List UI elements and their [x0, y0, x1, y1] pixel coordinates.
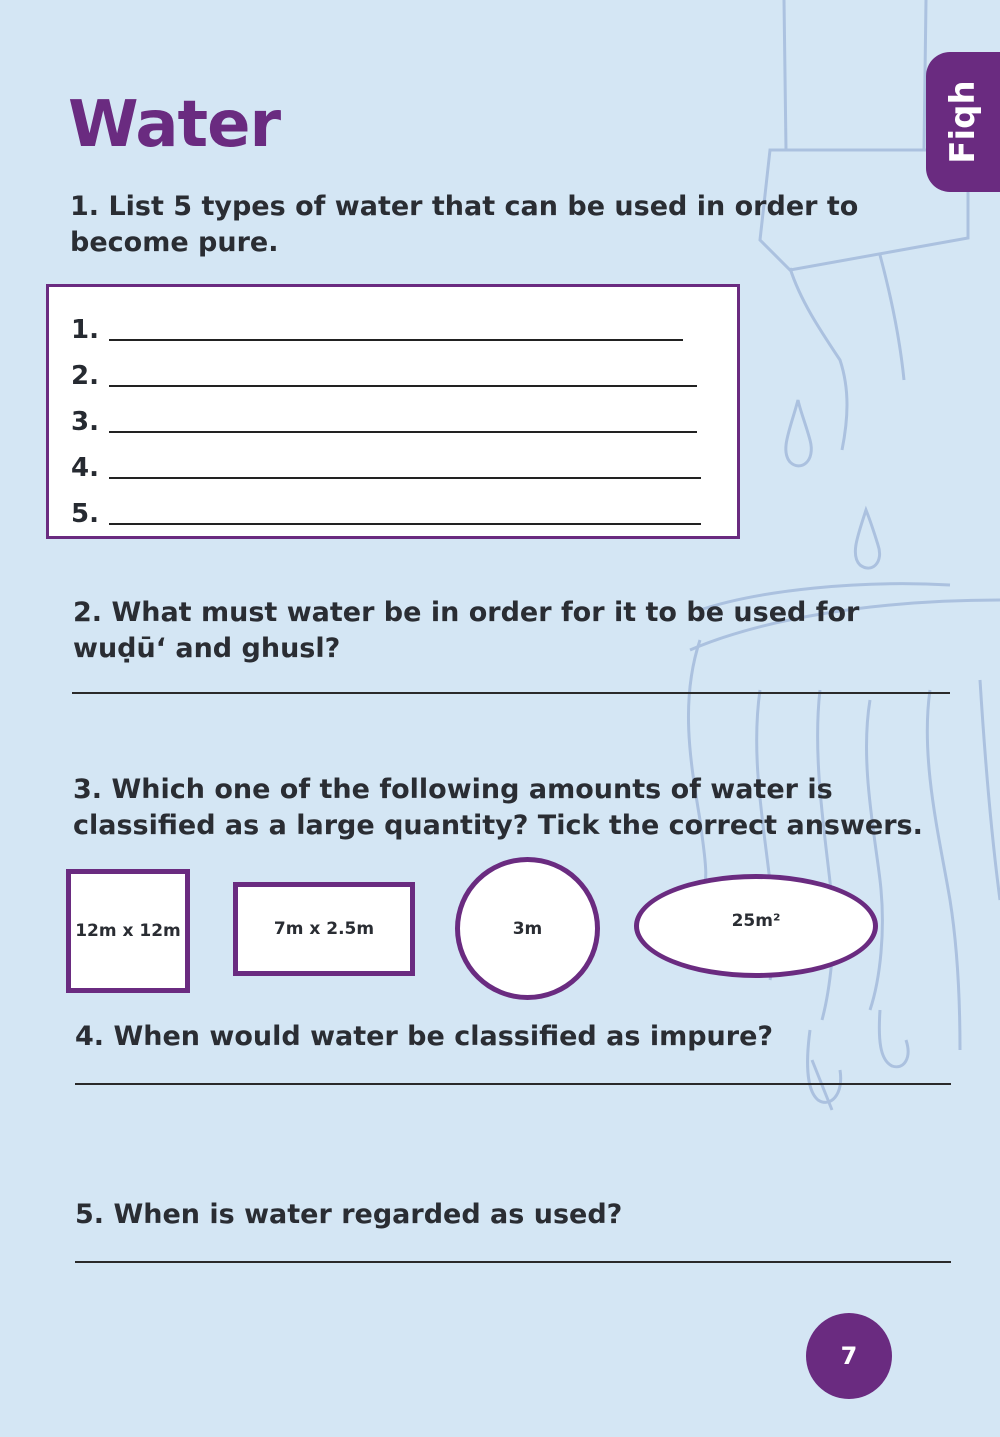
q2-answer-line[interactable]	[72, 692, 950, 694]
option-25m2[interactable]	[634, 874, 878, 978]
option-7m-x-2-5m[interactable]	[233, 882, 415, 976]
list-item	[71, 355, 711, 393]
answer-line[interactable]	[109, 477, 701, 479]
page-title: Water	[68, 88, 281, 162]
option-label: 7m x 2.5m	[273, 919, 375, 939]
list-item	[71, 401, 711, 439]
list-item-number: 4.	[71, 453, 99, 483]
list-item-number: 3.	[71, 407, 99, 437]
section-tab-label: Fiqh	[943, 80, 983, 164]
question-4: 4. When would water be classified as impure?	[75, 1021, 774, 1052]
list-item-number: 2.	[71, 361, 99, 391]
page-number-label: 7	[840, 1342, 858, 1370]
q5-answer-line[interactable]	[75, 1261, 951, 1263]
option-12m-x-12m[interactable]	[66, 869, 190, 993]
option-label: 12m x 12m	[75, 921, 181, 941]
page-number	[806, 1313, 892, 1399]
list-item-number: 1.	[71, 315, 99, 345]
list-item	[71, 493, 711, 531]
list-item-number: 5.	[71, 499, 99, 529]
question-2: 2. What must water be in order for it to be used for wuḍū‘ and ghusl?	[73, 597, 860, 664]
question-3: 3. Which one of the following amounts of water is classified as a large quantity? Tick the correct answers.	[73, 774, 923, 841]
q1-answer-box	[46, 284, 740, 539]
question-1: 1. List 5 types of water that can be used in order to become pure.	[70, 191, 859, 258]
option-label: 25m²	[731, 911, 781, 931]
answer-line[interactable]	[109, 431, 697, 433]
list-item	[71, 447, 711, 485]
answer-line[interactable]	[109, 339, 683, 341]
section-tab	[926, 52, 1000, 192]
answer-line[interactable]	[109, 385, 697, 387]
option-label: 3m	[512, 918, 543, 939]
question-5: 5. When is water regarded as used?	[75, 1199, 623, 1230]
answer-line[interactable]	[109, 523, 701, 525]
list-item	[71, 309, 711, 347]
option-3m[interactable]	[455, 857, 600, 1000]
q4-answer-line[interactable]	[75, 1083, 951, 1085]
